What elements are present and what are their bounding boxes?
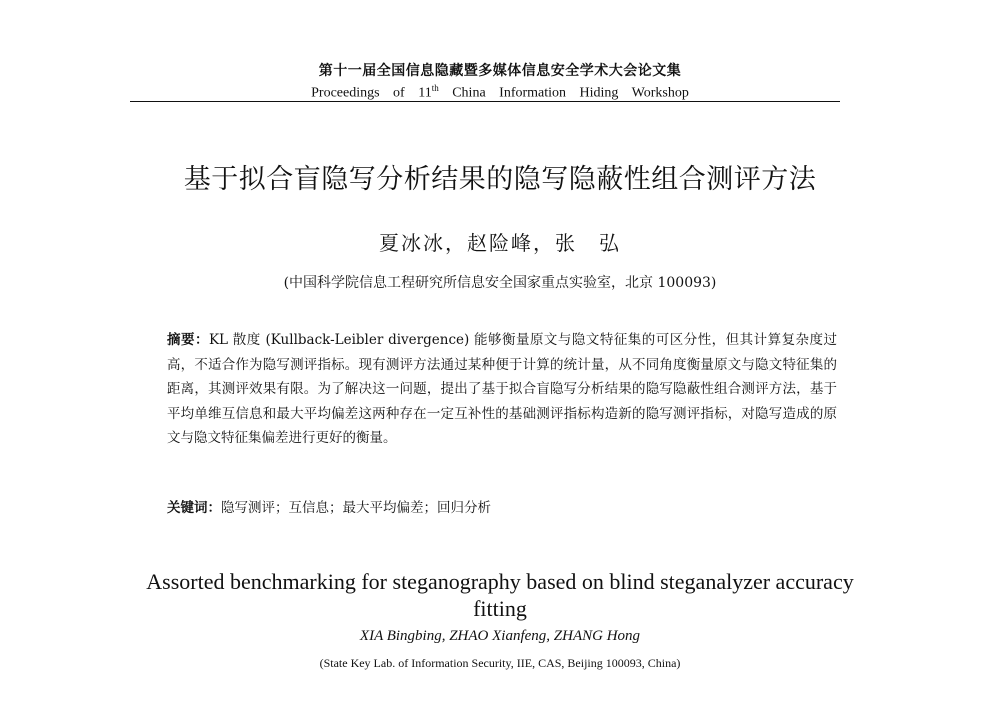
affiliation-en: (State Key Lab. of Information Security, IIE, CAS, Beijing 100093, China) [319, 656, 681, 670]
authors-en: XIA Bingbing, ZHAO Xianfeng, ZHANG Hong [359, 628, 641, 644]
abstract-cn [167, 328, 837, 451]
proceedings-title-cn: 第十一届全国信息隐藏暨多媒体信息安全学术大会论文集 [318, 63, 682, 79]
authors-cn: 夏冰冰，赵险峰，张 弘 [379, 231, 621, 255]
proceedings-title-en-suffix: China Information Hiding Workshop [452, 85, 689, 101]
paper-title-cn: 基于拟合盲隐写分析结果的隐写隐蔽性组合测评方法 [183, 164, 817, 195]
keywords-text: 隐写测评；互信息；最大平均偏差；回归分析 [221, 500, 491, 516]
proceedings-title-en-prefix: Proceedings of 11 [311, 85, 432, 101]
header-rule [130, 101, 840, 102]
abstract-label: 摘要： [167, 332, 209, 348]
keywords-cn [167, 498, 837, 518]
proceedings-header [0, 62, 1000, 102]
abstract-en-cutoff [167, 704, 837, 714]
proceedings-ordinal-suffix: th [431, 83, 439, 93]
keywords-label: 关键词： [167, 500, 221, 516]
proceedings-title-en [0, 80, 1000, 102]
abstract-text: KL 散度 (Kullback-Leibler divergence) 能够衡量原文与隐文特征集的可区分性，但其计算复杂度过高，不适合作为隐写测评指标。现有测评方法通过某种便于计算的统计量，从不同角度衡量原文与隐文特征集的距离，其测评效果有限。为了解决这一问题，提出了基于拟合盲隐写分析结果的隐写隐蔽性组合测评方法，基于平均单维互信息和最大平均偏差这两种存在一定互补性的基础测评指标构造新的隐写测评指标，对隐写造成的原文与隐文特征集偏差进行更好的衡量。 [167, 332, 838, 446]
affiliation-cn: (中国科学院信息工程研究所信息安全国家重点实验室，北京 100093) [283, 275, 717, 291]
paper-title-en: Assorted benchmarking for steganography based on blind steganalyzer accuracy fitting [146, 569, 854, 621]
